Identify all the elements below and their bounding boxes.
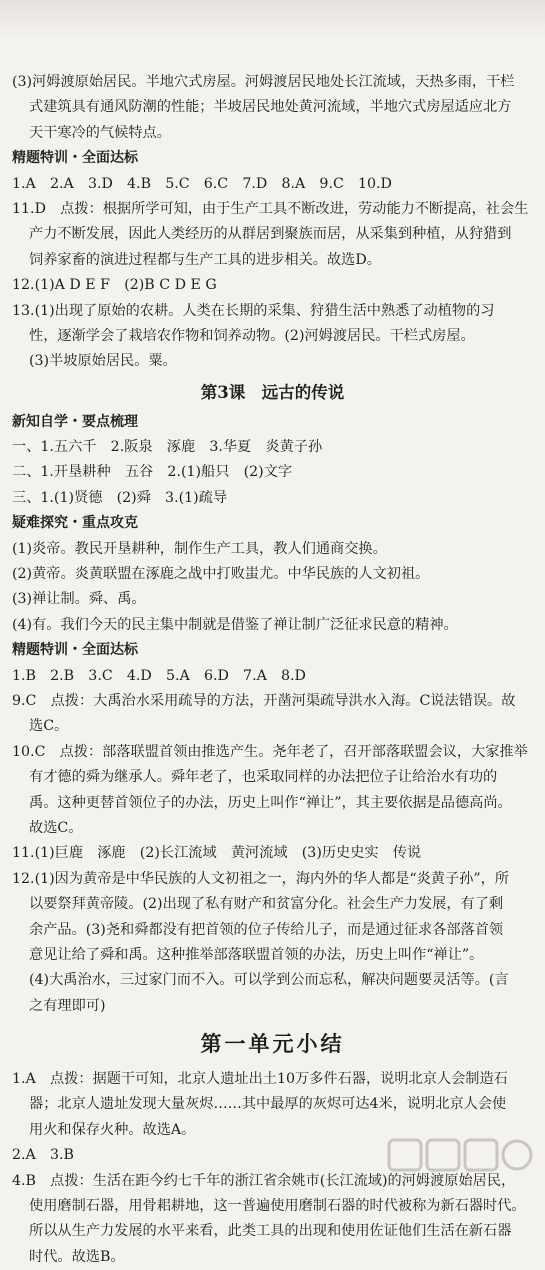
answer-line: 4.B 点拨：生活在距今约七千年的浙江省余姚市(长江流域)的河姆渡原始居民，	[12, 1172, 516, 1189]
answer-line: 12.(1)因为黄帝是中华民族的人文初祖之一，海内外的华人都是“炎黄子孙”，所	[12, 870, 509, 887]
watermark-logo-icon	[385, 1134, 535, 1192]
answer-line: 式建筑具有通风防潮的性能；半坡居民地处黄河流域，半地穴式房屋适应北方	[29, 99, 512, 116]
answer-line: 天干寒冷的气候特点。	[29, 124, 171, 141]
answer-line: 11.(1)巨鹿 涿鹿 (2)长江流域 黄河流域 (3)历史史实 传说	[12, 845, 422, 862]
answer-line: 2.A 3.B	[12, 1147, 74, 1164]
section-heading: 新知自学・要点梳理	[12, 413, 138, 430]
answer-line: (4)有。我们今天的民主集中制就是借鉴了禅让制广泛征求民意的精神。	[12, 616, 458, 633]
top-edge	[0, 0, 545, 40]
answer-line: 时代。故选B。	[29, 1248, 125, 1265]
answer-line: 器；北京人遗址发现大量灰烬……其中最厚的灰烬可达4米，说明北京人会使	[29, 1096, 507, 1113]
answer-line: 二、1.开垦耕种 五谷 2.(1)船只 (2)文字	[12, 464, 293, 481]
answer-line: (3)河姆渡原始居民。半地穴式房屋。河姆渡居民地处长江流域，天热多雨，干栏	[12, 74, 515, 90]
answer-line: 1.B 2.B 3.C 4.D 5.A 6.D 7.A 8.D	[12, 667, 306, 684]
section-heading: 精题特训・全面达标	[12, 150, 138, 167]
answer-line: 之有理即可)	[29, 997, 106, 1014]
answer-line: 10.C 点拨：部落联盟首领由推选产生。尧年老了，召开部落联盟会议，大家推举	[12, 743, 528, 760]
section-heading: 精题特训・全面达标	[12, 642, 138, 659]
answer-line: (3)半坡原始居民。粟。	[29, 353, 177, 370]
unit-summary-title: 第一单元小结	[200, 1031, 345, 1057]
answer-line: 9.C 点拨：大禹治水采用疏导的方法，开凿河渠疏导洪水入海。C说法错误。故	[12, 692, 516, 709]
answer-line: 所以从生产力发展的水平来看，此类工具的出现和使用佐证他们生活在新石器	[29, 1223, 512, 1240]
answer-line: 以要祭拜黄帝陵。(2)出现了私有财产和贫富分化。社会生产力发展，有了剩	[29, 896, 504, 913]
answer-line: 选C。	[29, 718, 69, 735]
answer-line: 11.D 点拨：根据所学可知，由于生产工具不断改进，劳动能力不断提高，社会生	[12, 200, 529, 217]
answer-line: (2)黄帝。炎黄联盟在涿鹿之战中打败蚩尤。中华民族的人文初祖。	[12, 566, 430, 583]
answer-line: 饲养家畜的演进过程都与生产工具的进步相关。故选D。	[29, 251, 381, 268]
answer-line: 三、1.(1)贤德 (2)舜 3.(1)疏导	[12, 489, 228, 506]
answer-line: 有才德的舜为继承人。舜年老了，也采取同样的办法把位子让给治水有功的	[29, 769, 498, 786]
answer-line: (3)禅让制。舜、禹。	[12, 591, 146, 608]
answer-line: 产力不断发展，因此人类经历的从群居到聚族而居，从采集到种植，从狩猎到	[29, 226, 512, 243]
answer-line: 使用磨制石器，用骨耜耕地，这一普遍使用磨制石器的时代被称为新石器时代。	[29, 1198, 526, 1215]
answer-content	[12, 70, 533, 1270]
answer-line: (4)大禹治水，三过家门而不入。可以学到公而忘私，解决问题要灵活等。(言	[29, 972, 509, 989]
lesson-title: 第3课 远古的传说	[200, 382, 345, 402]
answer-line: 余产品。(3)尧和舜都没有把首领的位子传给儿子，而是通过征求各部落首领	[29, 921, 504, 938]
answer-line: 13.(1)出现了原始的农耕。人类在长期的采集、狩猎生活中熟悉了动植物的习	[12, 302, 495, 319]
answer-line: 意见让给了舜和禹。这种推举部落联盟首领的办法，历史上叫作“禅让”。	[29, 946, 484, 963]
answer-line: 1.A 点拨：据题干可知，北京人遗址出土10万多件石器，说明北京人会制造石	[12, 1071, 508, 1088]
answer-line: 禹。这种更替首领位子的办法，历史上叫作“禅让”，其主要依据是品德高尚。	[29, 794, 512, 811]
answer-line: 一、1.五六千 2.阪泉 涿鹿 3.华夏 炎黄子孙	[12, 439, 323, 456]
answer-line: 性，逐渐学会了栽培农作物和饲养动物。(2)河姆渡居民。干栏式房屋。	[29, 327, 475, 344]
answer-line: 1.A 2.A 3.D 4.B 5.C 6.C 7.D 8.A 9.C 10.D	[12, 175, 392, 192]
answer-line: 故选C。	[29, 819, 83, 836]
answer-line: 用火和保存火种。故选A。	[29, 1121, 196, 1138]
section-heading: 疑难探究・重点攻克	[12, 515, 138, 532]
answer-line: 12.(1)A D E F (2)B C D E G	[12, 277, 217, 294]
answer-line: (1)炎帝。教民开垦耕种，制作生产工具，教人们通商交换。	[12, 540, 387, 557]
